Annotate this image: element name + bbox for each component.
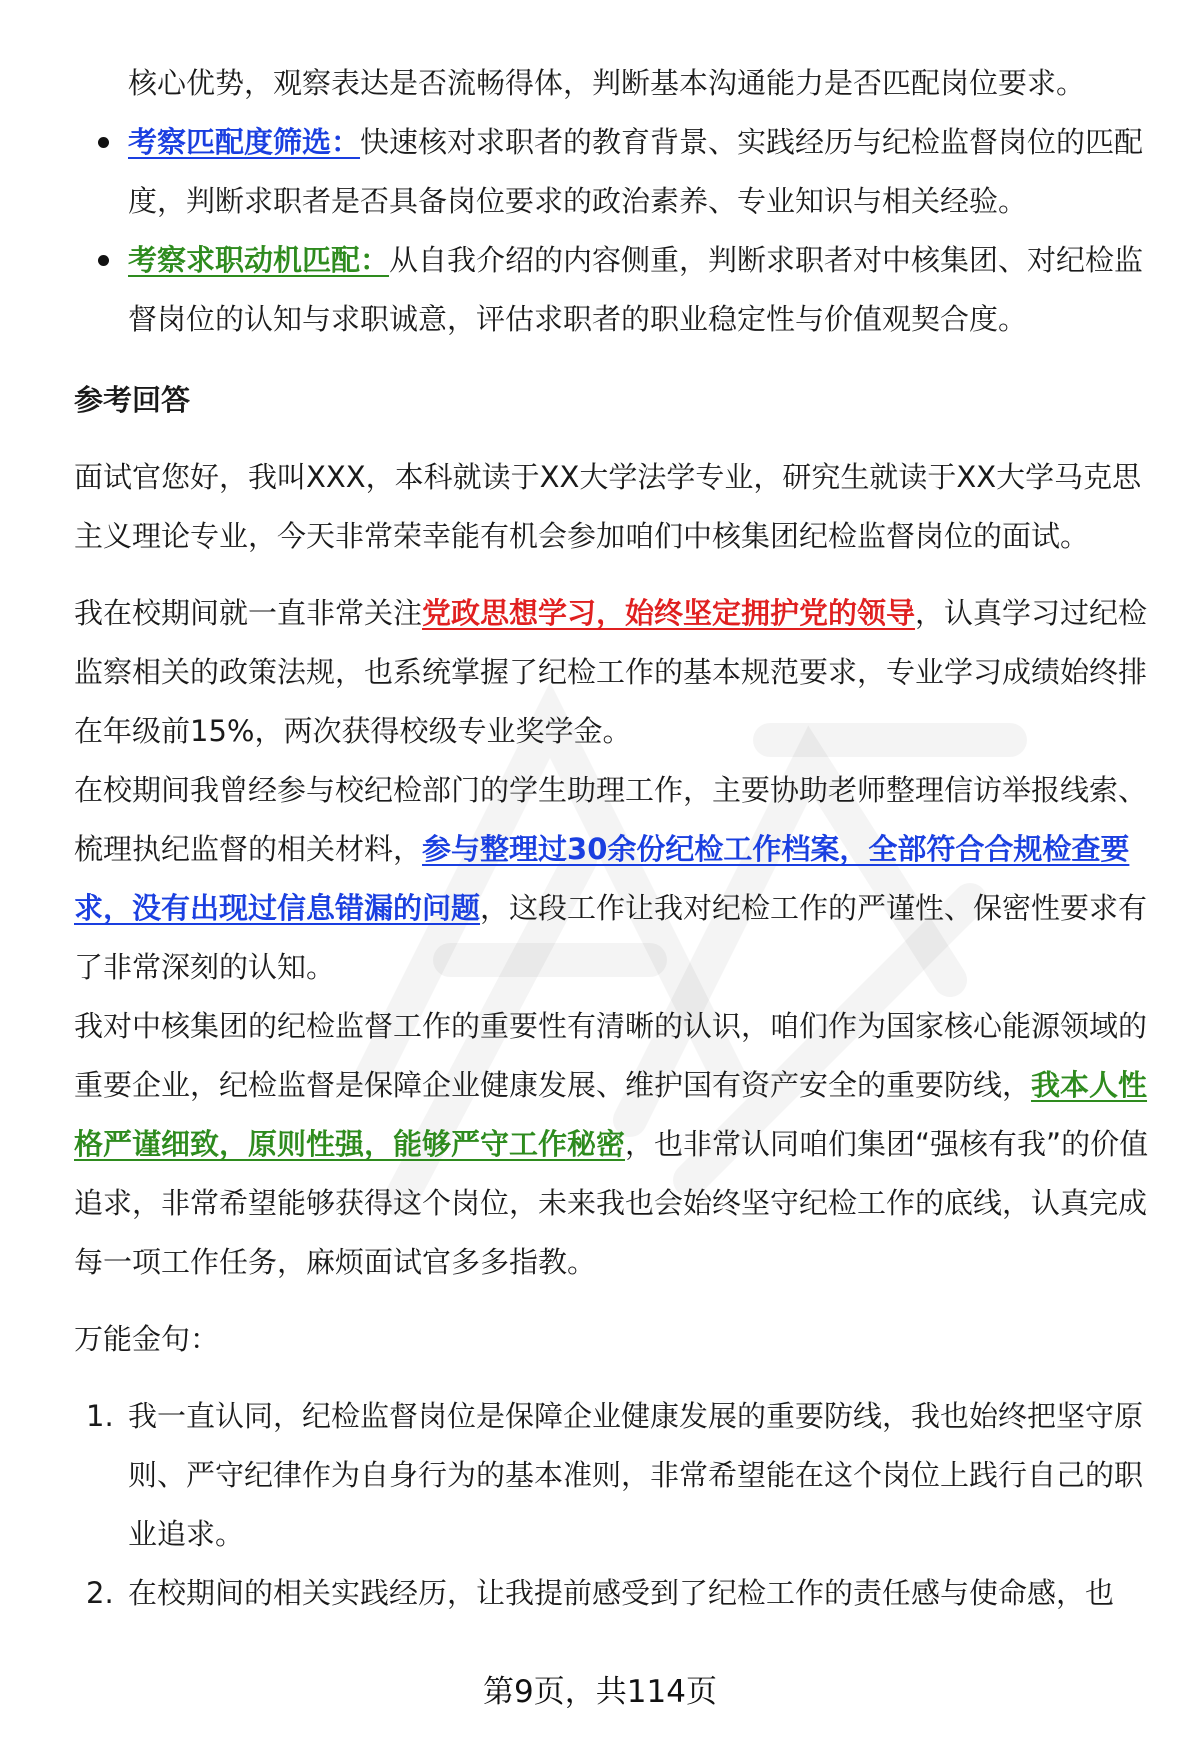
- page-footer: 第9页，共114页: [483, 1674, 717, 1710]
- list-number: 1.: [86, 1399, 114, 1433]
- highlight-green: 我本人性格严谨细致，原则性强，能够严守工作秘密: [74, 1068, 1148, 1161]
- document-page: [74, 54, 1154, 1623]
- criteria-text-motivation: 从自我介绍的内容侧重，判断求职者对中核集团、对纪检监督岗位的认知与求职诚意，评估求职者的职业稳定性与价值观契合度。: [128, 243, 1144, 336]
- highlight-red: 党政思想学习，始终坚定拥护党的领导: [422, 596, 916, 630]
- answer-paragraph-1: 面试官您好，我叫XXX，本科就读于XX大学法学专业，研究生就读于XX大学马克思主义理论专业，今天非常荣幸能有机会参加咱们中核集团纪检监督岗位的面试。: [74, 460, 1142, 553]
- list-item: [74, 1564, 1154, 1623]
- list-item: [74, 231, 1154, 349]
- bullet-dot-icon: [98, 255, 109, 266]
- golden-sentence: 在校期间的相关实践经历，让我提前感受到了纪检工作的责任感与使命感，也: [128, 1576, 1115, 1610]
- list-item: [74, 113, 1154, 231]
- answer-paragraph-4: 我对中核集团的纪检监督工作的重要性有清晰的认识，咱们作为国家核心能源领域的重要企业，纪检监督是保障企业健康发展、维护国有资产安全的重要防线，我本人性格严谨细致，原则性强，能够严守工作秘密，也非常认同咱们集团“强核有我”的价值追求，非常希望能够获得这个岗位，未来我也会始终坚守纪检工作的底线，认真完成每一项工作任务，麻烦面试官多多指教。: [74, 1009, 1149, 1279]
- answer-paragraph-3: 在校期间我曾经参与校纪检部门的学生助理工作，主要协助老师整理信访举报线索、梳理执纪监督的相关材料，参与整理过30余份纪检工作档案，全部符合合规检查要求，没有出现过信息错漏的问题，这段工作让我对纪检工作的严谨性、保密性要求有了非常深刻的认知。: [74, 773, 1148, 984]
- list-item: [74, 1387, 1154, 1564]
- criteria-list: [74, 113, 1154, 349]
- criteria-label-motivation: 考察求职动机匹配：: [128, 243, 390, 277]
- intro-continuation: 核心优势，观察表达是否流畅得体，判断基本沟通能力是否匹配岗位要求。: [128, 66, 1086, 100]
- list-number: 2.: [86, 1576, 114, 1610]
- golden-sentence: 我一直认同，纪检监督岗位是保障企业健康发展的重要防线，我也始终把坚守原则、严守纪律作为自身行为的基本准则，非常希望能在这个岗位上践行自己的职业追求。: [128, 1399, 1144, 1551]
- highlight-blue: 参与整理过30余份纪检工作档案，全部符合合规检查要求，没有出现过信息错漏的问题: [74, 832, 1130, 925]
- criteria-label-match: 考察匹配度筛选：: [128, 125, 361, 159]
- bullet-dot-icon: [98, 137, 109, 148]
- golden-heading: 万能金句：: [74, 1322, 220, 1356]
- criteria-text-match: 快速核对求职者的教育背景、实践经历与纪检监督岗位的匹配度，判断求职者是否具备岗位要求的政治素养、专业知识与相关经验。: [128, 125, 1144, 218]
- answer-heading: 参考回答: [74, 383, 191, 417]
- answer-paragraph-2: 我在校期间就一直非常关注党政思想学习，始终坚定拥护党的领导，认真学习过纪检监察相关的政策法规，也系统掌握了纪检工作的基本规范要求，专业学习成绩始终排在年级前15%，两次获得校级专业奖学金。: [74, 596, 1148, 748]
- golden-sentences-list: [74, 1387, 1154, 1623]
